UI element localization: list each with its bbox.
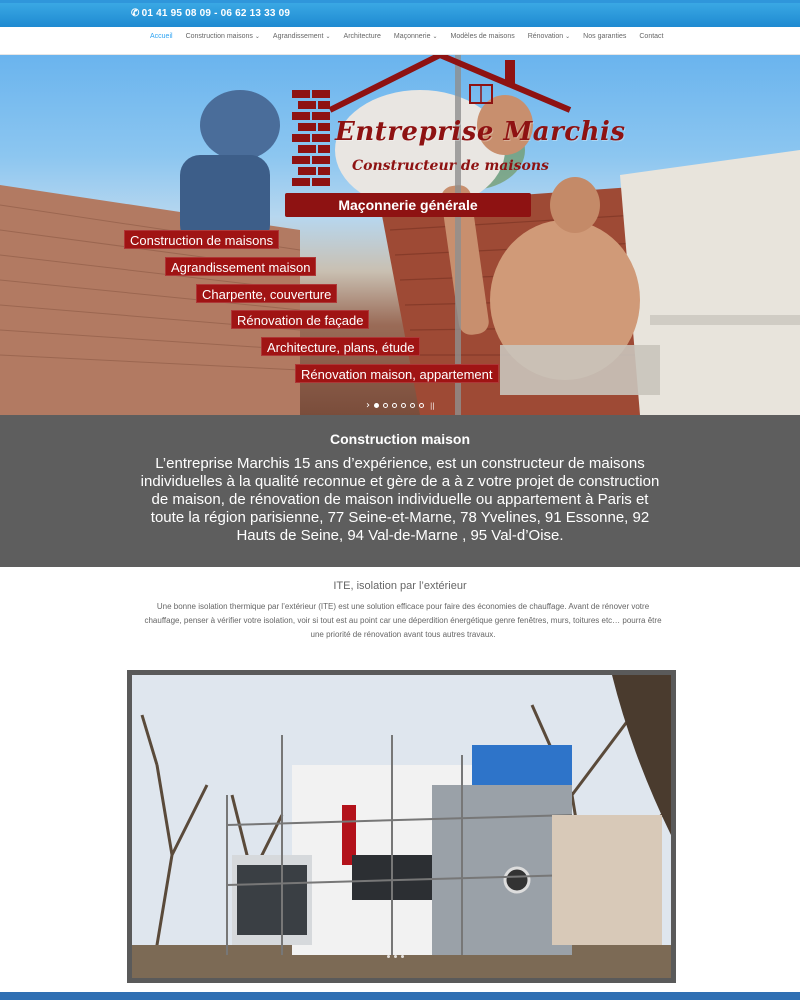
ite-text: Une bonne isolation thermique par l’extérieur (ITE) est une solution efficace pour faire des économies de chauffage. Avant de rénover votre chauffage, penser à vérifier votre isolation, voir si tout est au point car une déperdition énergétique genre fenêtres, murs, toitures etc… pourra être une priorité de rénovation avant tous autres travaux.	[144, 602, 662, 639]
nav-label: Nos garanties	[583, 33, 627, 40]
chevron-down-icon: ⌄	[254, 34, 260, 40]
nav-item-contact[interactable]	[639, 33, 663, 40]
phone-number[interactable]	[131, 8, 290, 19]
nav-label: Modèles de maisons	[450, 33, 515, 40]
slider-dot[interactable]	[374, 403, 379, 408]
chevron-down-icon: ⌄	[325, 34, 331, 40]
nav-label: Maçonnerie	[393, 33, 431, 40]
hero-slider	[0, 55, 800, 415]
service-label: Rénovation maison, appartement	[295, 364, 499, 383]
photo-slider	[127, 670, 676, 983]
intro-title: Construction maison	[329, 431, 470, 447]
nav-item-maconnerie[interactable]	[394, 33, 438, 40]
service-label: Construction de maisons	[124, 230, 279, 249]
nav-label: Contact	[639, 33, 664, 40]
ite-title: ITE, isolation par l’extérieur	[333, 580, 467, 592]
nav-item-accueil[interactable]	[150, 33, 173, 40]
slider-dot[interactable]	[401, 403, 406, 408]
slider-dot[interactable]	[387, 955, 390, 958]
hero-background-image	[0, 55, 800, 415]
intro-text: L’entreprise Marchis 15 ans d’expérience, est un constructeur de maisons individuelles à la qualité reconnue et gère de a à z votre projet de construction de maison, de rénovation de maison individuelle ou appartement à Paris et toute la région parisienne, 77 Seine-et-Marne, 78 Yvelines, 91 Essonne, 92 Hauts de Seine, 94 Val-de-Marne , 95 Val-d’Oise.	[140, 455, 660, 544]
intro-section	[0, 415, 800, 567]
service-label: Charpente, couverture	[196, 284, 337, 303]
nav-item-nos-garanties[interactable]	[583, 33, 626, 40]
slider-controls	[366, 400, 435, 411]
slider-dot[interactable]	[383, 403, 388, 408]
main-navigation	[0, 27, 800, 55]
top-bar	[0, 0, 800, 27]
service-label: Rénovation de façade	[231, 310, 369, 329]
phone-icon: ✆	[131, 8, 140, 19]
phone-text: 01 41 95 08 09 - 06 62 13 33 09	[141, 8, 291, 19]
nav-label: Construction maisons	[185, 33, 253, 40]
nav-label: Architecture	[343, 33, 381, 40]
slider-next-arrow[interactable]: ›	[366, 400, 370, 411]
chevron-down-icon: ⌄	[432, 34, 438, 40]
footer-bar	[0, 992, 800, 1000]
photo-slider-dots	[387, 955, 408, 958]
slider-dot[interactable]	[401, 955, 404, 958]
service-label: Agrandissement maison	[165, 257, 316, 276]
nav-item-architecture[interactable]	[344, 33, 381, 40]
nav-label: Rénovation	[527, 33, 564, 40]
hero-banner: Maçonnerie générale	[285, 193, 531, 217]
nav-label: Agrandissement	[272, 33, 324, 40]
logo-title: Entreprise Marchis	[335, 117, 626, 147]
chevron-down-icon: ⌄	[565, 34, 571, 40]
nav-item-construction-maisons[interactable]	[186, 33, 260, 40]
service-label: Architecture, plans, étude	[261, 337, 420, 356]
ite-house-photo	[132, 675, 671, 978]
nav-item-renovation[interactable]	[528, 33, 570, 40]
slider-dot[interactable]	[419, 403, 424, 408]
nav-item-modeles-de-maisons[interactable]	[451, 33, 515, 40]
slider-dot[interactable]	[392, 403, 397, 408]
nav-item-agrandissement[interactable]	[273, 33, 331, 40]
slider-dot[interactable]	[394, 955, 397, 958]
slider-dot[interactable]	[410, 403, 415, 408]
slider-pause-button[interactable]: ||	[430, 401, 435, 410]
nav-label: Accueil	[150, 33, 173, 40]
logo-subtitle: Constructeur de maisons	[352, 158, 549, 174]
